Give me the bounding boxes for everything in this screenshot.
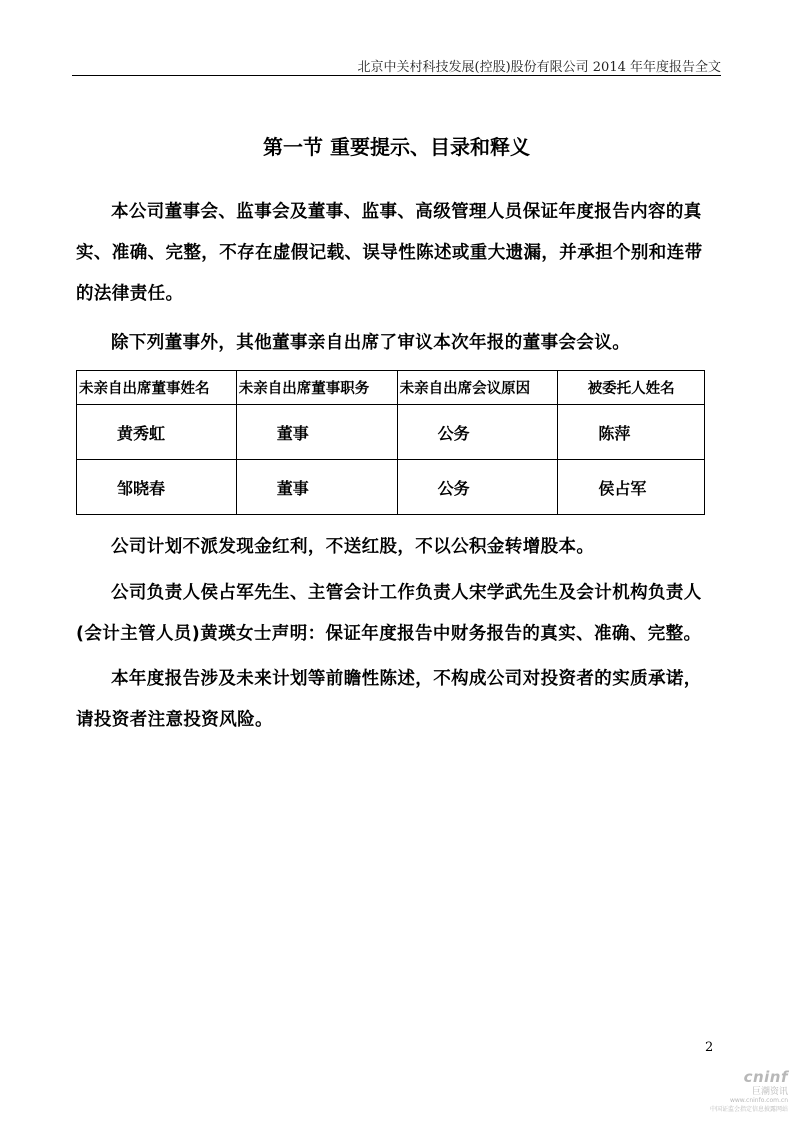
table-row	[77, 460, 705, 515]
watermark-tagline: 中国证监会指定信息披露网站	[709, 1106, 788, 1113]
watermark-logo: cninf	[743, 1068, 788, 1086]
watermark-name: 巨潮资讯	[751, 1087, 788, 1097]
column-header: 未亲自出席董事职务	[236, 371, 397, 405]
running-header: 北京中关村科技发展(控股)股份有限公司 2014 年年度报告全文	[357, 60, 721, 75]
director-position-cell: 董事	[236, 460, 397, 515]
attendance-statement: 除下列董事外，其他董事亲自出席了审议本次年报的董事会会议。	[111, 333, 631, 353]
cninfo-watermark	[702, 1068, 788, 1113]
forward-looking-disclaimer: 本年度报告涉及未来计划等前瞻性陈述，不构成公司对投资者的实质承诺，请投资者注意投资风险。	[76, 669, 702, 730]
column-header: 未亲自出席会议原因	[397, 371, 558, 405]
watermark-url: www.cninfo.com.cn	[729, 1097, 788, 1104]
section-title: 第一节 重要提示、目录和释义	[263, 135, 530, 159]
absence-reason-cell: 公务	[397, 405, 558, 460]
table-row	[77, 405, 705, 460]
director-name-cell: 黄秀虹	[77, 405, 237, 460]
proxy-name-cell: 侯占军	[558, 460, 705, 515]
financial-report-declaration: 公司负责人侯占军先生、主管会计工作负责人宋学武先生及会计机构负责人(会计主管人员)黄瑛女士声明：保证年度报告中财务报告的真实、准确、完整。	[76, 583, 702, 644]
column-header: 被委托人姓名	[558, 371, 705, 405]
dividend-statement: 公司计划不派发现金红利，不送红股，不以公积金转增股本。	[111, 537, 595, 557]
responsibility-statement: 本公司董事会、监事会及董事、监事、高级管理人员保证年度报告内容的真实、准确、完整，不存在虚假记载、误导性陈述或重大遗漏，并承担个别和连带的法律责任。	[76, 202, 703, 304]
proxy-name-cell: 陈萍	[558, 405, 705, 460]
table-header-row	[77, 371, 705, 405]
header-divider	[72, 75, 721, 76]
absence-reason-cell: 公务	[397, 460, 558, 515]
page-number: 2	[705, 1040, 714, 1055]
absent-directors-table	[76, 370, 705, 515]
director-position-cell: 董事	[236, 405, 397, 460]
director-name-cell: 邹晓春	[77, 460, 237, 515]
column-header: 未亲自出席董事姓名	[77, 371, 237, 405]
